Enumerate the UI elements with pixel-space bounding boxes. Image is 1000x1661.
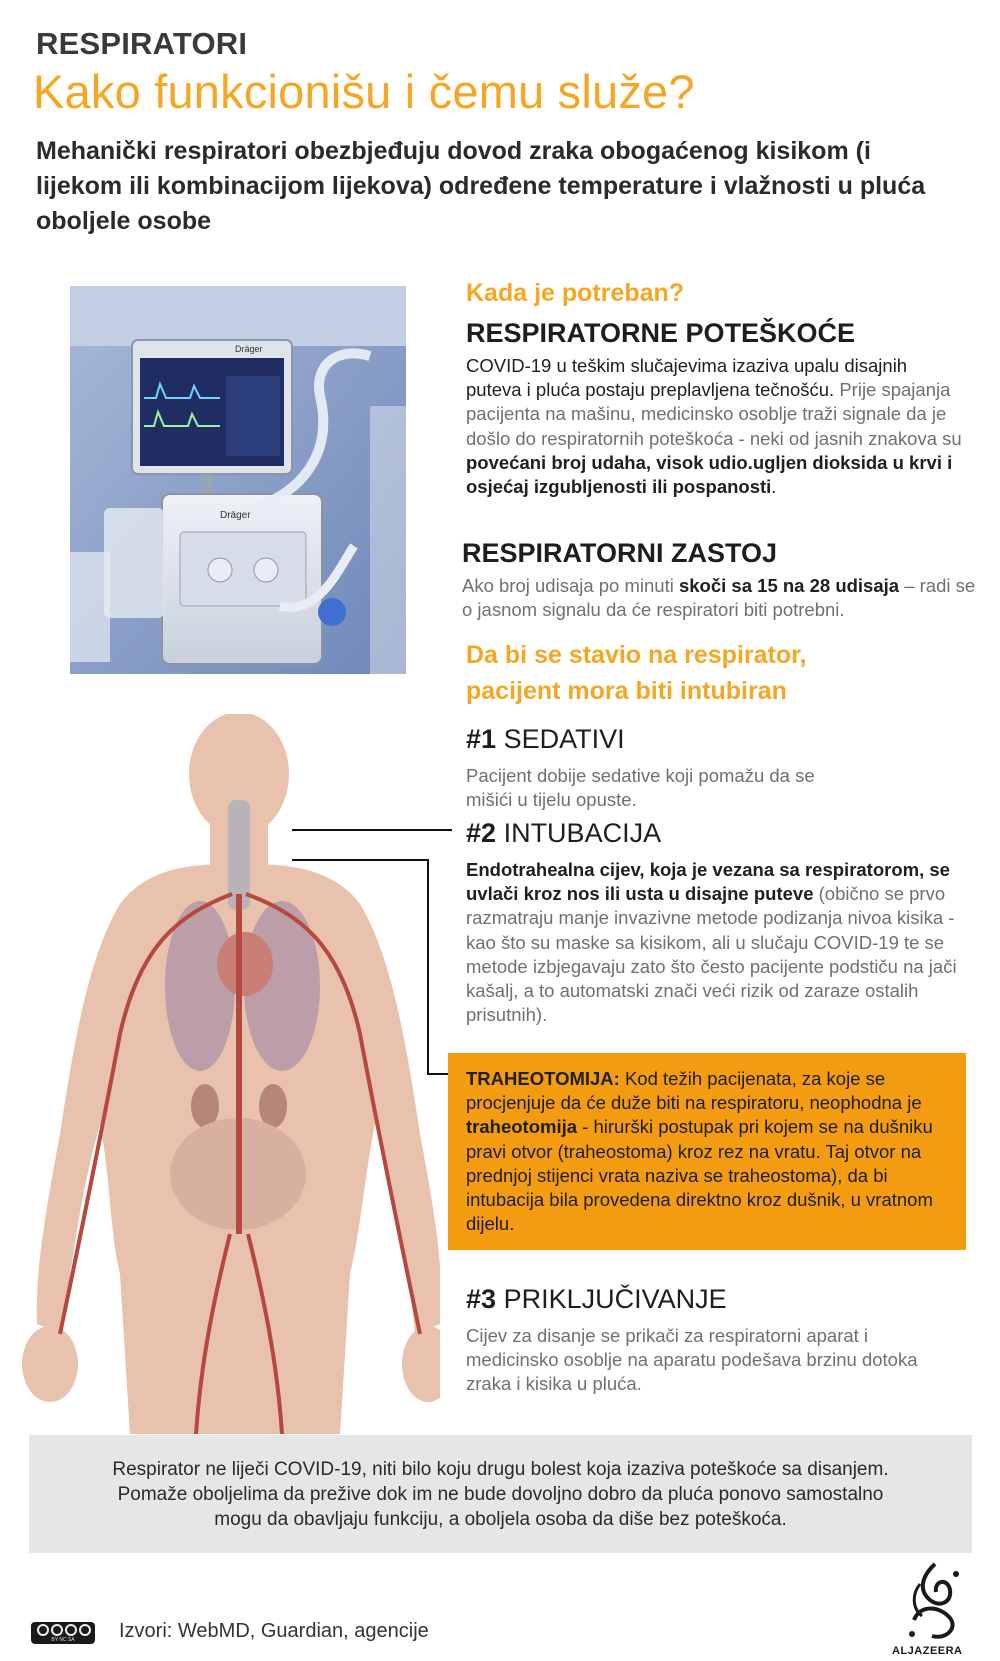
step1-text: Pacijent dobije sedative koji pomažu da se mišići u tijelu opuste. (466, 765, 815, 811)
difficulties-comma: , (645, 451, 657, 473)
arrest-bold: skoči sa 15 na 28 udisaja (678, 575, 900, 596)
step2-text (466, 858, 966, 1027)
difficulties-bold-2: visok udio.ugljen dioksida u krvi i osjećaj izgubljenosti ili pospanosti (466, 451, 953, 498)
lead-paragraph: Mehanički respiratori obezbjeđuju dovod zraka obogaćenog kisikom (i lijekom ili kombinacijom lijekova) određene temperature i vlažnosti u pluća oboljele osobe (36, 137, 926, 235)
step1-label: SEDATIVI (503, 724, 625, 754)
step3-title (466, 1284, 727, 1315)
intubation-heading-2: pacijent mora biti intubiran (466, 677, 787, 705)
monitor-brand: Dräger (235, 344, 263, 354)
step3-label: PRIKLJUČIVANJE (503, 1284, 727, 1314)
sources-text: Izvori: WebMD, Guardian, agencije (119, 1620, 429, 1642)
logo-wordmark: ALJAZEERA (892, 1645, 963, 1657)
aljazeera-logo-icon (900, 1560, 970, 1650)
arrest-text-1: Ako broj udisaja po minuti (462, 575, 679, 596)
machine-brand: Dräger (220, 510, 251, 521)
tracheotomy-label: TRAHEOTOMIJA: (466, 1068, 620, 1089)
step1-title (466, 724, 625, 755)
tracheotomy-text (466, 1067, 948, 1236)
summary-line-2: Pomaže oboljelima da prežive dok im ne bude dovoljno dobro da pluća ponovo samostalno (117, 1484, 884, 1505)
summary-box (29, 1435, 972, 1553)
license-marks: BY NC SA (51, 1637, 75, 1643)
page-title: Kako funkcionišu i čemu služe? (33, 65, 695, 118)
step1-number: #1 (466, 724, 497, 754)
tracheotomy-box (448, 1053, 966, 1250)
difficulties-bold-1: povećani broj udaha (466, 451, 646, 473)
tracheotomy-bold: traheotomija (466, 1116, 578, 1138)
when-needed-heading: Kada je potreban? (466, 279, 685, 307)
tracheotomy-text-2: - hirurški postupak pri kojem se na dušniku pravi otvor (traheostoma) kroz rez na vratu. Taj otvor na prednjoj stijenci vrata naziva se traheostoma), da bi intubacija bila provedena direktno kroz dušnik, u vratnom dijelu. (466, 1116, 933, 1235)
creative-commons-icon (31, 1622, 95, 1644)
tracheotomy-text-1: Kod težih pacijenata, za koje se procjenjuje da će duže biti na respiratoru, neophodna je (466, 1068, 922, 1114)
difficulties-period: . (771, 476, 777, 498)
summary-text (29, 1457, 972, 1532)
respiratory-difficulties-title: RESPIRATORNE POTEŠKOĆE (466, 318, 856, 348)
step2-title (466, 818, 661, 849)
step2-detail: (obično se prvo razmatraju manje invazivne metode podizanja nivoa kisika - kao što su maske sa kisikom, ali u slučaju COVID-19 te se metode izbjegavaju zato što često pacijente podstiču na jači kašalj, a to automatski znači veći rizik od zaraze ostalih prisutnih). (466, 883, 957, 1026)
difficulties-text-1: COVID-19 u teškim slučajevima izaziva upalu disajnih puteva i pluća postaju preplavljena tečnošću. (466, 355, 908, 401)
difficulties-text-2: Prije spajanja pacijenta na mašinu, medicinsko osoblje traži signale da je došlo do respiratornih poteškoća - neki od jasnih znakova su (466, 379, 962, 449)
respiratory-arrest-title: RESPIRATORNI ZASTOJ (462, 538, 778, 568)
kicker: RESPIRATORI (36, 26, 248, 61)
step3-text: Cijev za disanje se prikači za respiratorni aparat i medicinsko osoblje na aparatu podešava brzinu dotoka zraka i kisika u pluća. (466, 1325, 918, 1395)
intubation-heading-1: Da bi se stavio na respirator, (466, 641, 807, 669)
step2-label: INTUBACIJA (503, 818, 662, 848)
step3-number: #3 (466, 1284, 497, 1314)
step2-bold: Endotrahealna cijev, koja je vezana sa respiratorom, se uvlači kroz nos ili usta u disajne puteve (466, 859, 950, 905)
step2-number: #2 (466, 818, 497, 848)
arrest-text-2: – radi se o jasnom signalu da će respiratori biti potrebni. (462, 575, 976, 621)
summary-line-1: Respirator ne liječi COVID-19, niti bilo koju drugu bolest koja izaziva poteškoće sa disanjem. (112, 1459, 889, 1480)
summary-line-3: mogu da obavljaju funkciju, a oboljela osoba da diše bez poteškoća. (214, 1509, 787, 1530)
